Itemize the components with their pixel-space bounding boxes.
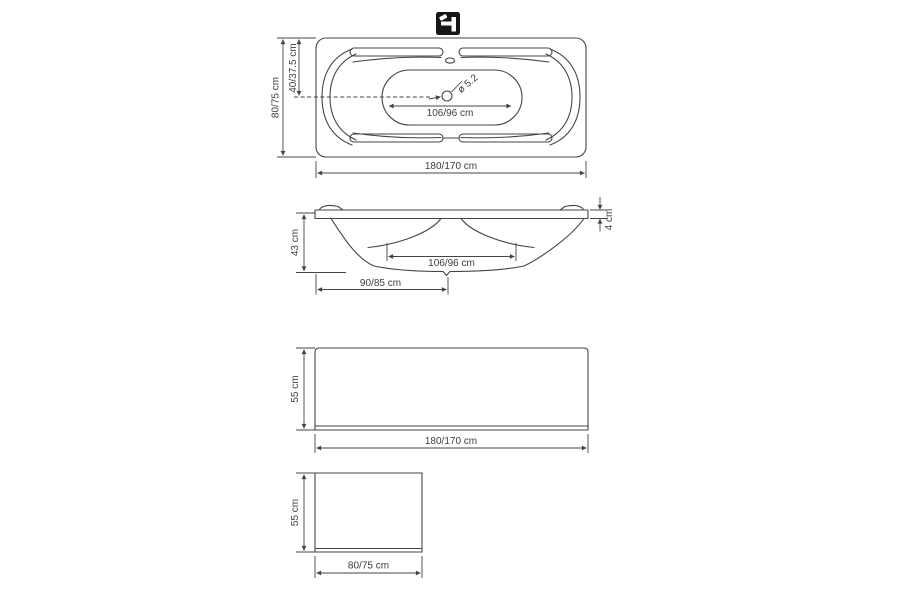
- section-view: [290, 197, 615, 295]
- center-width-label: 40/37.5 cm: [288, 43, 300, 93]
- base-length-label: 90/85 cm: [359, 278, 402, 290]
- overall-length-label: 180/170 cm: [424, 161, 478, 173]
- front-panel-view: [290, 348, 588, 453]
- basin-contour-left: [368, 219, 441, 248]
- side-panel-width-label: 80/75 cm: [347, 560, 390, 572]
- rim-height-label: 4 cm: [604, 208, 616, 231]
- front-panel-outline: [315, 348, 588, 430]
- drain-hole: [442, 91, 452, 101]
- side-panel-height-label: 55 cm: [290, 498, 302, 527]
- side-panel-outline: [315, 473, 422, 552]
- front-panel-height-label: 55 cm: [290, 375, 302, 403]
- basin-length-section-label: 106/96 cm: [428, 258, 475, 270]
- rim-lip-right: [560, 206, 584, 210]
- plan-view: [271, 12, 586, 178]
- overall-width-label: 80/75 cm: [270, 76, 282, 119]
- side-panel-view: [290, 473, 422, 578]
- drain-diameter-label: ø 5.2: [455, 72, 481, 96]
- basin-contour-right: [461, 219, 534, 248]
- front-panel-length-label: 180/170 cm: [424, 436, 478, 448]
- depth-label: 43 cm: [290, 228, 302, 257]
- rim-lip-left: [319, 206, 343, 210]
- basin-length-label: 106/96 cm: [426, 108, 474, 120]
- faucet-icon: [436, 12, 460, 35]
- deck-rim: [315, 210, 588, 219]
